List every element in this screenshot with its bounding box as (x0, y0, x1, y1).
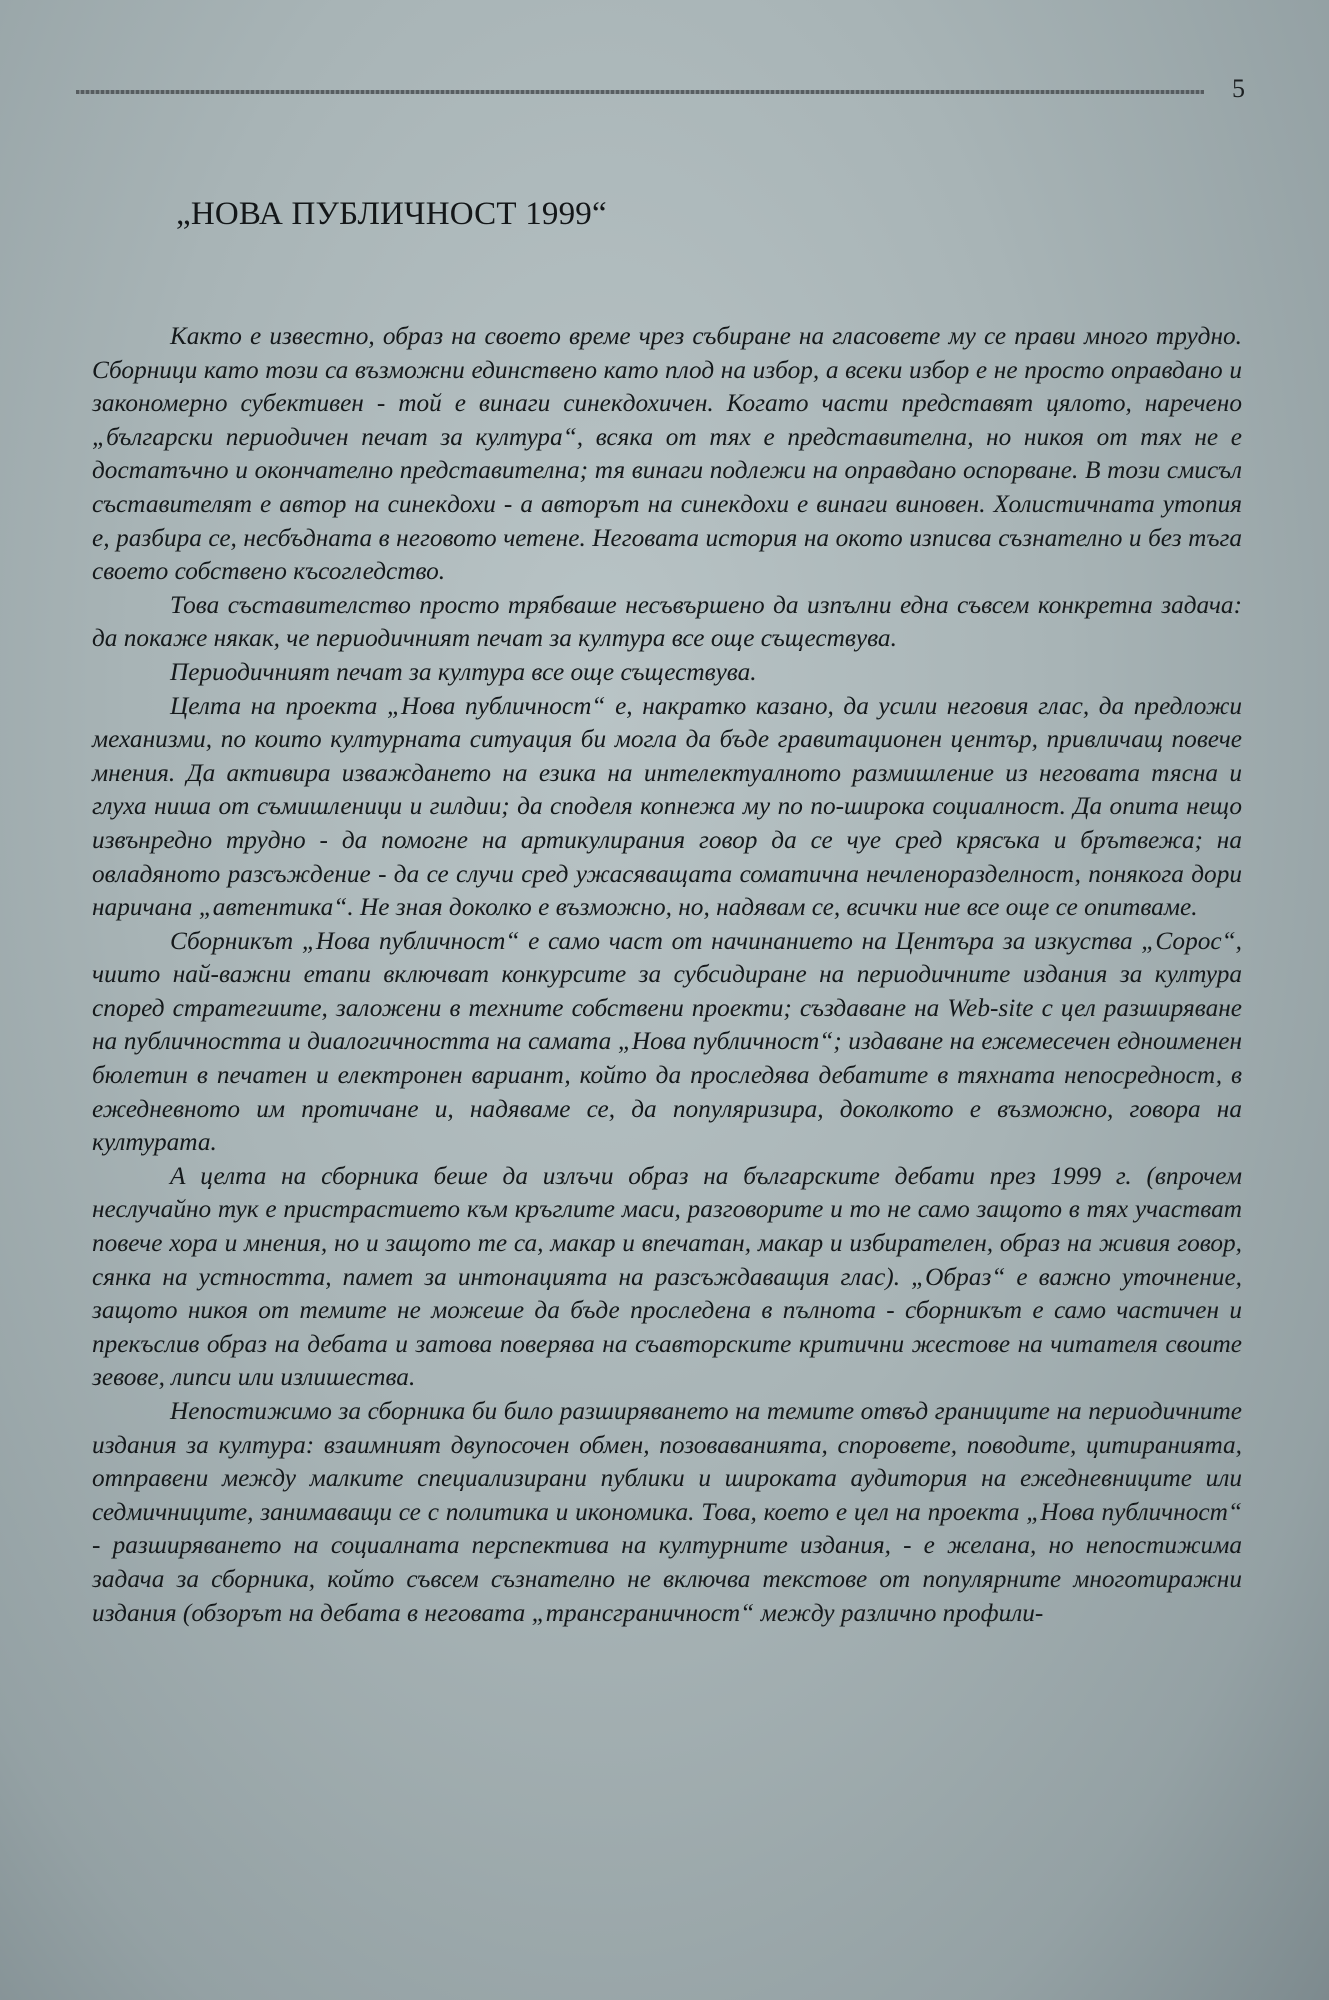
paragraph-3: Периодичният печат за култура все още съществува. (170, 657, 757, 686)
paragraph-2: Това съставителство просто трябваше несъвършено да изпълни една съвсем конкретна задача: да покаже някак, че периодичният печат за култура все още съществува. (92, 590, 1242, 653)
header-rule (76, 90, 1204, 94)
body-text (92, 320, 1242, 1630)
paragraph-5: Сборникът „Нова публичност“ е само част от начинанието на Центъра за изкуства „Сорос“, чиито най-важни етапи включват конкурсите за субсидиране на периодичните издания за култура според стратегиите, заложени в техните собствени проекти; създаване на Web-site с цел разширяване на публичността и диалогичността на самата „Нова публичност“; издаване на ежемесечен едноименен бюлетин в печатен и електронен вариант, който да проследява дебатите в тяхната непосредност, в ежедневното им протичане и, надяваме се, да популяризира, доколкото е възможно, говора на културата. (92, 926, 1242, 1157)
paragraph-4: Целта на проекта „Нова публичност“ е, накратко казано, да усили неговия глас, да предложи механизми, по които културната ситуация би могла да бъде гравитационен център, привличащ повече мнения. Да активира изваждането на езика на интелектуалното размишление из неговата тясна и глуха ниша от съмишленици и гилдии; да споделя копнежа му по по-широка социалност. Да опита нещо извънредно трудно - да помогне на артикулирания говор да се чуе сред крясъка и брътвежа; на овладяното разсъждение - да се случи сред ужасяващата соматична нечленоразделност, понякога дори наричана „автентика“. Не зная доколко е възможно, но, надявам се, всички ние все още се опитваме. (92, 691, 1242, 922)
paragraph-7: Непостижимо за сборника би било разширяването на темите отвъд границите на периодичните издания за култура: взаимният двупосочен обмен, позоваванията, споровете, поводите, цитиранията, отправени между малките специализирани публики и широката аудитория на ежедневниците или седмичниците, занимаващи се с политика и икономика. Това, което е цел на проекта „Нова публичност“ - разширяването на социалната перспектива на културните издания, - е желана, но непостижима задача за сборника, който съвсем съзнателно не включва текстове от популярните многотиражни издания (обзорът на дебата в неговата „трансграничност“ между различно профили- (92, 1397, 1242, 1627)
paragraph-6: А целта на сборника беше да излъчи образ на българските дебати през 1999 г. (впрочем неслучайно тук е пристрастието към кръглите маси, разговорите и то не само защото в тях участват повече хора и мнения, но и защото те са, макар и впечатан, макар и избирателен, образ на живия говор, сянка на устността, памет за интонацията на разсъждаващия глас). „Образ“ е важно уточнение, защото никоя от темите не можеше да бъде проследена в пълнота - сборникът е само частичен и прекъслив образ на дебата и затова поверява на съавторските критични жестове на читателя своите зевове, липси или излишества. (92, 1161, 1242, 1392)
page-number: 5 (1232, 74, 1245, 103)
chapter-title: „НОВА ПУБЛИЧНОСТ 1999“ (176, 196, 607, 232)
paragraph-1: Както е известно, образ на своето време чрез събиране на гласовете му се прави много трудно. Сборници като този са възможни единствено като плод на избор, а всеки избор е не просто оправдано и закономерно субективен - той е винаги синекдохичен. Когато части представят цялото, наречено „български периодичен печат за култура“, всяка от тях е представителна, но никоя от тях не е достатъчно и окончателно представителна; тя винаги подлежи на оправдано оспорване. В този смисъл съставителят е автор на синекдохи - а авторът на синекдохи е винаги виновен. Холистичната утопия е, разбира се, несбъдната в неговото четене. Неговата история на окото изписва съзнателно и без тъга своето собствено късогледство. (92, 322, 1242, 586)
